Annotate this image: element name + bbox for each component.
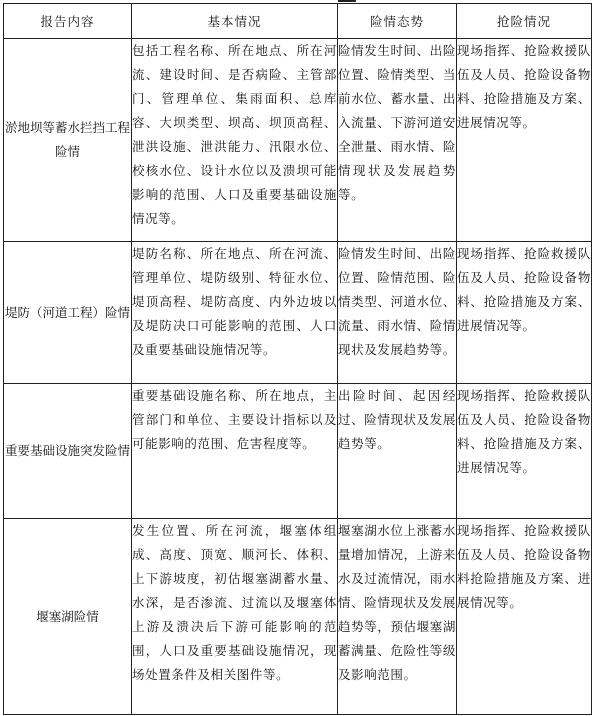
row-category: 堰塞湖险情 — [4, 519, 132, 715]
table-header-row — [4, 4, 592, 39]
row-rescue: 现场指挥、抢险救援队伍及人员、抢险设备物料、抢险措施及方案、进展情况等。 — [457, 242, 592, 384]
row-rescue: 现场指挥、抢险救援队伍及人员、抢险设备物料、抢险措施及方案、进展情况等。 — [457, 39, 592, 242]
row-basic-info: 发生位置、所在河流，堰塞体组成、高度、顶宽、顺河长、体积、上下游坡度，初估堰塞湖蓄水量、水深，是否渗流、过流以及堰塞体上游及溃决后下游可能影响的范围，人口及重要基础设施情况，现场处置条件及相关图件等。 — [132, 519, 338, 715]
row-category: 淤地坝等蓄水拦挡工程险情 — [4, 39, 132, 242]
row-basic-info: 重要基础设施名称、所在地点，主管部门和单位、主要设计指标以及可能影响的范围、危害程度等。 — [132, 384, 338, 519]
table-row — [4, 384, 592, 519]
row-category: 堤防（河道工程）险情 — [4, 242, 132, 384]
header-basic-info: 基本情况 — [132, 4, 338, 39]
row-basic-info: 堤防名称、所在地点、所在河流、管理单位、堤防级别、特征水位、堤顶高程、堤防高度、内外边坡以及堤防决口可能影响的范围、人口及重要基础设施情况等。 — [132, 242, 338, 384]
table-row — [4, 519, 592, 715]
header-report-content: 报告内容 — [4, 4, 132, 39]
table-row — [4, 242, 592, 384]
row-category: 重要基础设施突发险情 — [4, 384, 132, 519]
cropped-text-fragment — [338, 0, 356, 2]
row-situation: 堰塞湖水位上涨蓄水量增加情况，上游来水及过流情况，雨水情、险情现状及发展趋势等，预估堰塞湖蓄满量、危险性等级及影响范围。 — [338, 519, 457, 715]
row-situation: 出险时间、起因经过、险情现状及发展趋势等。 — [338, 384, 457, 519]
report-table — [3, 3, 592, 715]
header-rescue: 抢险情况 — [457, 4, 592, 39]
table-row — [4, 39, 592, 242]
row-situation: 险情发生时间、出险位置、险情范围、险情类型、河道水位、流量、雨水情、险情现状及发展趋势等。 — [338, 242, 457, 384]
row-basic-info: 包括工程名称、所在地点、所在河流、建设时间、是否病险、主管部门、管理单位、集雨面积、总库容、大坝类型、坝高、坝顶高程、泄洪设施、泄洪能力、汛限水位、校核水位、设计水位以及溃坝可能影响的范围、人口及重要基础设施情况等。 — [132, 39, 338, 242]
row-rescue: 现场指挥、抢险救援队伍及人员、抢险设备物料抢险措施及方案、进展情况等。 — [457, 519, 592, 715]
header-situation: 险情态势 — [338, 4, 457, 39]
row-rescue: 现场指挥、抢险救援队伍及人员、抢险设备物料、抢险措施及方案、进展情况等。 — [457, 384, 592, 519]
row-situation: 险情发生时间、出险位置、险情类型、当前水位、蓄水量、出入流量、下游河道安全泄量、雨水情、险情现状及发展趋势等。 — [338, 39, 457, 242]
